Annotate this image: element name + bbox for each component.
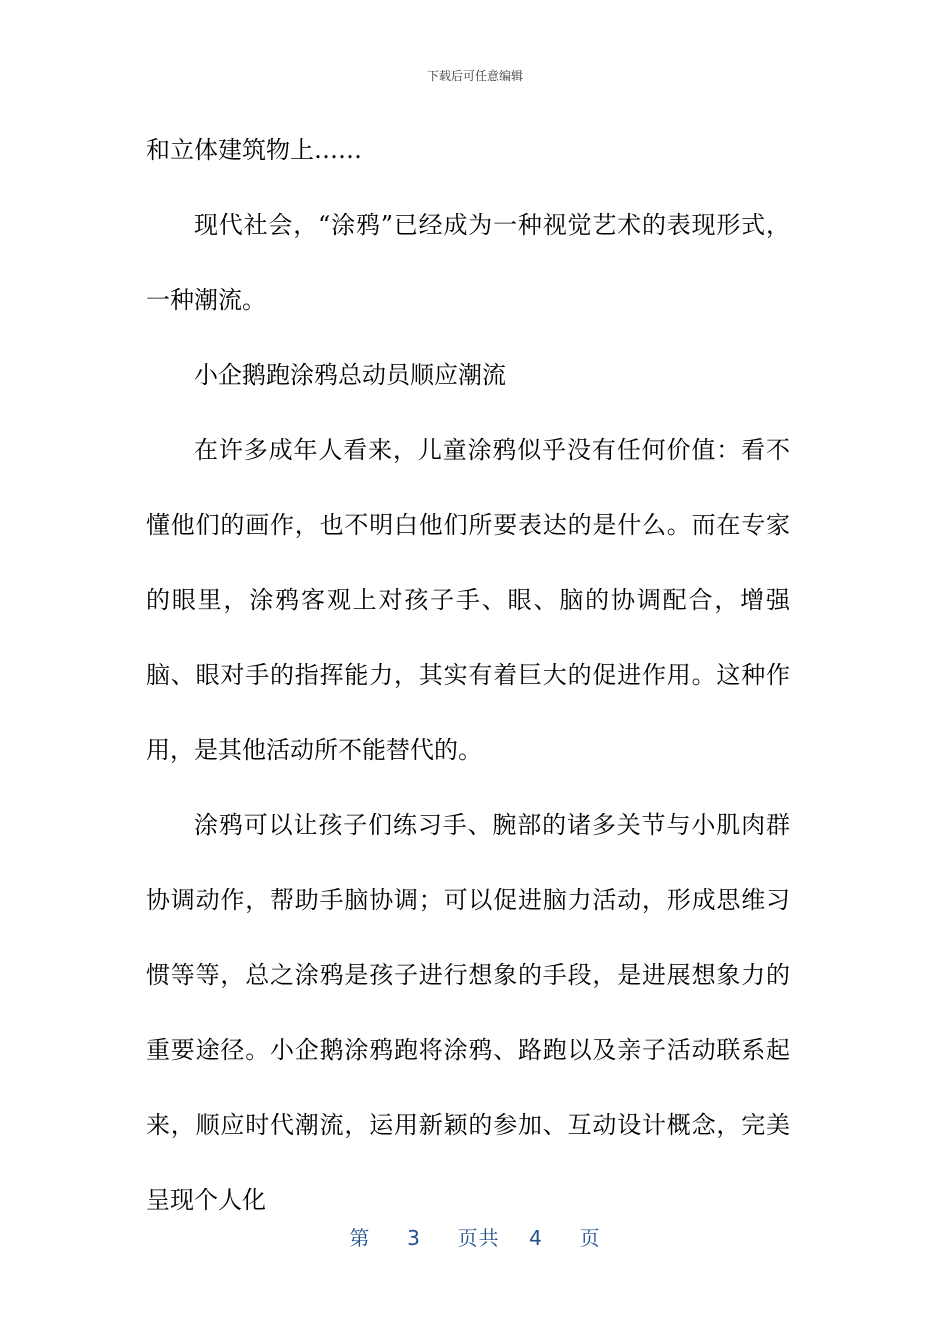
paragraph-1: 和立体建筑物上…… [146, 136, 362, 164]
paragraph-5: 涂鸦可以让孩子们练习手、腕部的诸多关节与小肌肉群协调动作，帮助手脑协调；可以促进脑力活动，形成思维习惯等等，总之涂鸦是孩子进行想象的手段，是进展想象力的重要途径。小企鹅涂鸦跑将涂鸦、路跑以及亲子活动联系起来，顺应时代潮流，运用新颖的参加、互动设计概念，完美呈现个人化 [146, 811, 790, 1214]
footer-total-pages: 4 [529, 1226, 543, 1250]
footer-current-page: 3 [407, 1226, 421, 1250]
footer-prefix: 第 [349, 1226, 371, 1250]
document-body [146, 113, 790, 1238]
footer-middle: 页共 [457, 1226, 500, 1250]
page-footer [0, 1224, 950, 1252]
paragraph-3: 小企鹅跑涂鸦总动员顺应潮流 [194, 361, 506, 389]
page-header: 下载后可任意编辑 [426, 69, 523, 83]
paragraph-4: 在许多成年人看来，儿童涂鸦似乎没有任何价值：看不懂他们的画作，也不明白他们所要表达的是什么。而在专家的眼里，涂鸦客观上对孩子手、眼、脑的协调配合，增强脑、眼对手的指挥能力，其实有着巨大的促进作用。这种作用，是其他活动所不能替代的。 [146, 436, 790, 764]
paragraph-2: 现代社会，“涂鸦”已经成为一种视觉艺术的表现形式，一种潮流。 [146, 211, 790, 314]
footer-suffix: 页 [579, 1226, 601, 1250]
